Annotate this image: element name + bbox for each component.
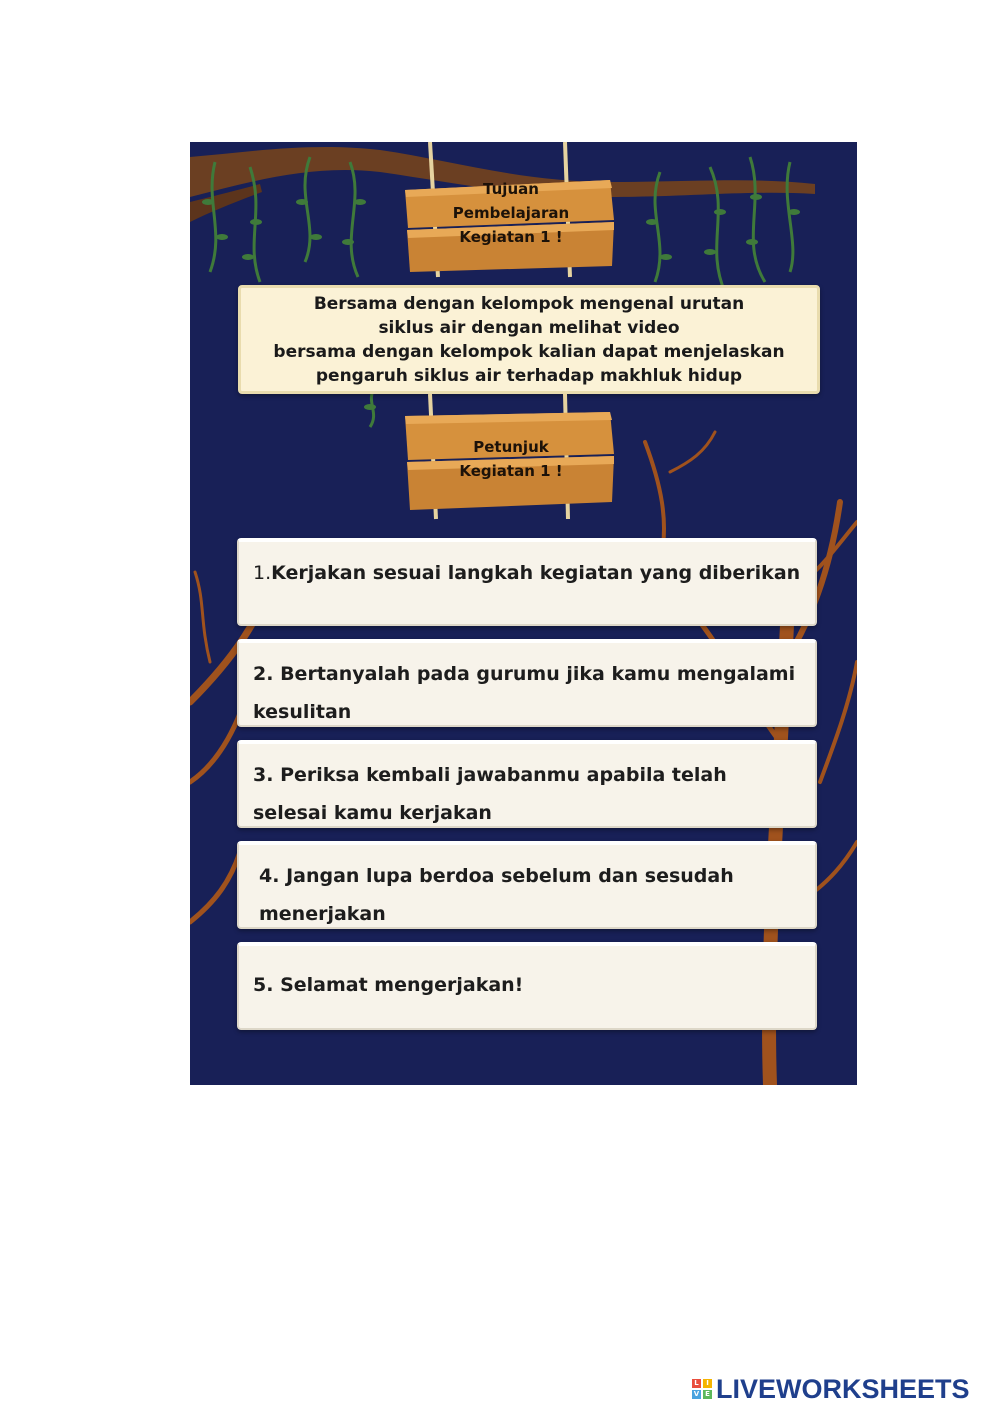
sign-learning-goals-text: Tujuan Pembelajaran Kegiatan 1 !	[452, 180, 570, 246]
logo-letter: V	[693, 1390, 700, 1398]
sign-instructions	[400, 394, 622, 524]
step-text: Bertanyalah pada gurumu jika kamu mengalami kesulitan	[253, 663, 796, 723]
step-text: Jangan lupa berdoa sebelum dan sesudah menerjakan	[259, 865, 734, 925]
step-number: 1.	[253, 562, 272, 584]
step-text: Kerjakan sesuai langkah kegiatan yang diberikan	[271, 562, 801, 584]
logo-text: LIVEWORKSHEETS	[716, 1373, 970, 1404]
sign-learning-goals	[400, 142, 622, 284]
sign-instructions-text: Petunjuk Kegiatan 1 !	[459, 438, 563, 480]
step-number: 2.	[253, 663, 274, 685]
step-5-panel	[237, 942, 817, 1030]
step-2-panel	[237, 639, 817, 727]
step-4-panel	[237, 841, 817, 929]
logo-grid-icon	[692, 1379, 712, 1399]
poster	[190, 142, 857, 1085]
step-3-panel	[237, 740, 817, 828]
step-text: Selamat mengerjakan!	[280, 974, 524, 996]
logo-letter: I	[703, 1379, 712, 1388]
step-number: 3.	[253, 764, 274, 786]
step-1-panel	[237, 538, 817, 626]
learning-goal-text: Bersama dengan kelompok mengenal urutan siklus air dengan melihat video bersama dengan kelompok kalian dapat menjelaskan pengaruh siklus air terhadap makhluk hidup	[273, 293, 785, 386]
logo-letter: L	[692, 1379, 701, 1388]
step-text: Periksa kembali jawabanmu apabila telah selesai kamu kerjakan	[253, 764, 727, 824]
step-number: 4.	[259, 865, 280, 887]
learning-goal-panel	[238, 285, 820, 394]
logo-letter: E	[703, 1390, 712, 1399]
step-number: 5.	[253, 974, 274, 996]
liveworksheets-logo[interactable]	[692, 1374, 970, 1404]
